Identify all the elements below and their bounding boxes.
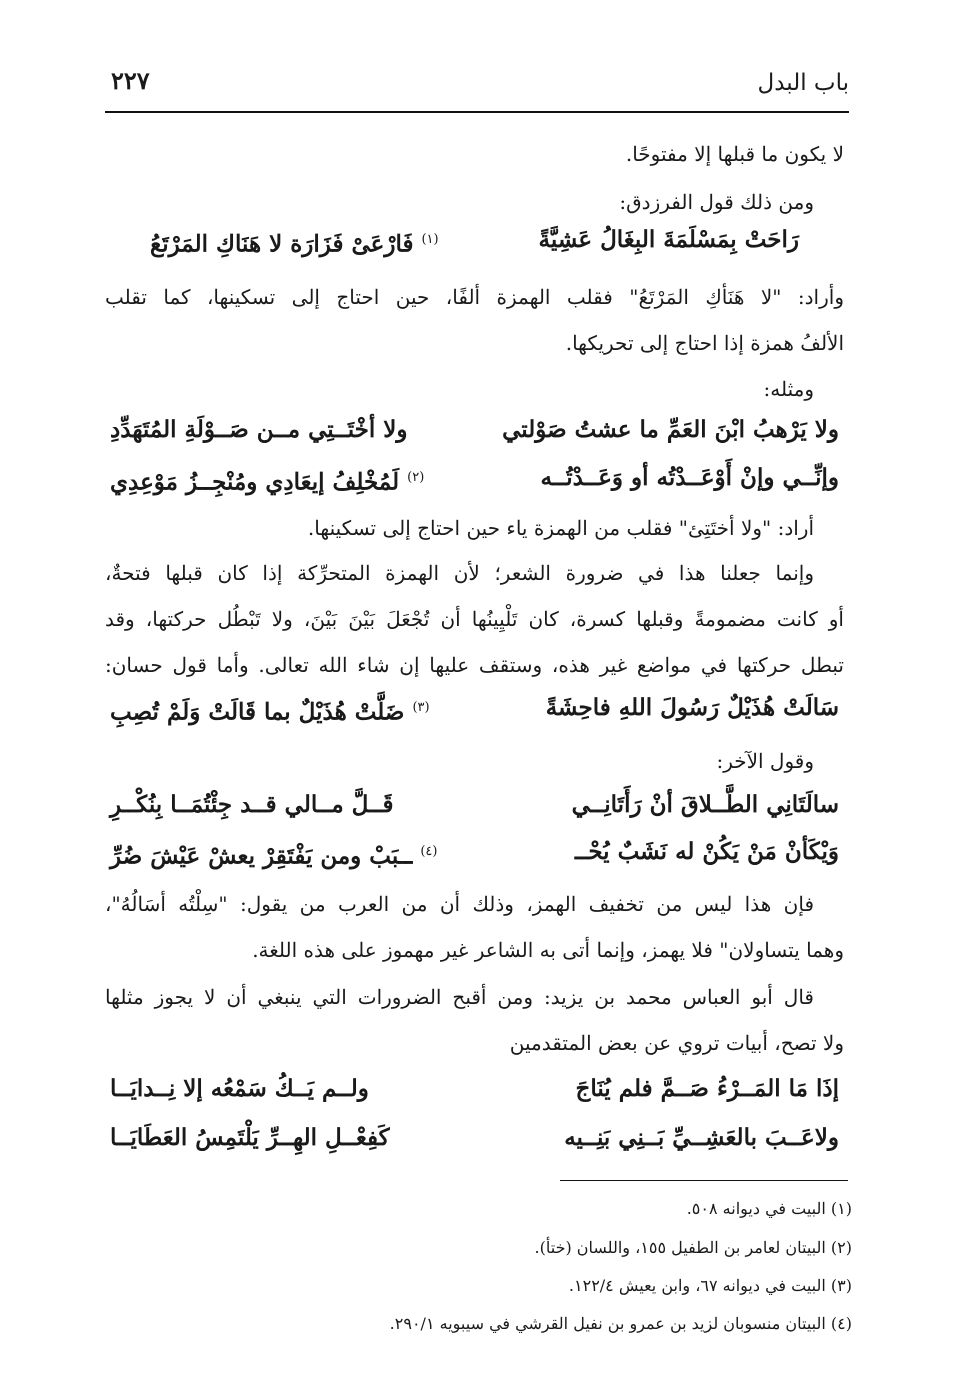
- verse-hemistich: ولا يَرْهبُ ابْنَ العَمِّ ما عشتُ صَوْلتي: [502, 416, 839, 443]
- verse-hemistich: سَالَتْ هُذَيْلٌ رَسُولَ اللهِ فاحِشَةً: [545, 694, 839, 721]
- verse-hemistich: رَاحَتْ بِمَسْلَمَةَ البِغَالُ عَشِيَّةً: [538, 226, 799, 253]
- page-number: ٢٢٧: [111, 66, 150, 95]
- verse-hemistich: وإنِّــي وإنْ أَوْعَــدْتُه أو وَعَــدْتُــه: [540, 464, 839, 491]
- text-line: أراد: "ولا أختَتِئ" فقلب من الهمزة ياء حين احتاج إلى تسكينها.: [307, 516, 814, 540]
- verse-line: [150, 223, 799, 257]
- verse-line: [110, 691, 839, 725]
- page-header: [105, 66, 849, 106]
- verse-hemistich: $^{(١)}$ فَارْعَىْ فَزَارَة لا هَنَاكِ المَرْتَعُ: [150, 230, 439, 258]
- verse-hemistich: $^{(٣)}$ ضَلَّتْ هُذَيْلٌ بما قَالَتْ وَلَمْ تُصِبِ: [110, 698, 430, 726]
- verse-line: [110, 1121, 839, 1155]
- footnote: (٤) البيتان منسوبان لزيد بن عمرو بن نفيل القرشي في سيبويه ٢٩٠/١.: [389, 1314, 852, 1333]
- verse-hemistich: $^{(٤)}$ ــبَبْ ومن يَفْتَقِرْ يعشْ عَيْشَ ضُرِّ: [110, 842, 438, 870]
- text-line: قال أبو العباس محمد بن يزيد: ومن أقبح الضرورات التي ينبغي أن لا يجوز مثلها: [105, 985, 814, 1009]
- text-line: وأراد: "لا هَنَأكِ المَرْتَعُ" فقلب الهمزة ألفًا، حين احتاج إلى تسكينها، كما تقلب: [105, 285, 844, 309]
- verse-line: [110, 788, 839, 822]
- footnote: (١) البيت في ديوانه ٥٠٨.: [686, 1199, 852, 1218]
- text-line: تبطل حركتها في مواضع غير هذه، وستقف عليها إن شاء الله تعالى. وأما قول حسان:: [105, 653, 844, 677]
- footnote-marker: (٢): [407, 470, 425, 485]
- footnote-rule: [560, 1180, 848, 1181]
- text-line: لا يكون ما قبلها إلا مفتوحًا.: [625, 142, 844, 166]
- verse-hemistich: $^{(٢)}$ لَمُخْلِفُ إيعَادِي ومُنْجِــزُ مَوْعِدِي: [110, 468, 425, 496]
- text-line: وهما يتساولان" فلا يهمز، وإنما أتى به الشاعر غير مهموز على هذه اللغة.: [252, 938, 844, 962]
- verse-line: [110, 835, 839, 869]
- verse-line: [110, 1072, 839, 1106]
- text-line: ولا تصح، أبيات تروي عن بعض المتقدمين: [509, 1031, 844, 1055]
- chapter-title: باب البدل: [757, 70, 849, 96]
- header-rule: [105, 111, 849, 113]
- footnote: (٢) البيتان لعامر بن الطفيل ١٥٥، واللسان (ختأ).: [534, 1238, 852, 1257]
- verse-line: [110, 461, 839, 495]
- text-line: أو كانت مضمومةً وقبلها كسرة، كان تَلْيِينُها أن تُجْعَلَ بَيْنَ بَيْنَ، ولا تَبْطُل حركتها، وقد: [105, 607, 844, 631]
- text-line: فإن هذا ليس من تخفيف الهمز، وذلك أن من العرب من يقول: "سِلْتُه أسَالُهُ"،: [105, 892, 814, 916]
- verse-line: [110, 413, 839, 447]
- text-line: ومثله:: [763, 377, 814, 401]
- verse-hemistich: ولاعَــبَ بالعَشِــيِّ بَــنِي بَنِــيه: [564, 1124, 839, 1151]
- text-line: وقول الآخر:: [716, 749, 814, 773]
- footnote: (٣) البيت في ديوانه ٦٧، وابن يعيش ١٢٢/٤.: [568, 1276, 852, 1295]
- text-line: ومن ذلك قول الفرزدق:: [619, 190, 814, 214]
- footnote-marker: (١): [421, 232, 439, 247]
- verse-hemistich: قَــلَّ مــالي قــد جِئْتُمَــا بِنُكْــرِ: [110, 791, 394, 818]
- text-line: الألفُ همزة إذا احتاج إلى تحريكها.: [565, 331, 844, 355]
- verse-hemistich: سالَتَانِي الطَّــلاقَ أنْ رَأَتَانِــي: [571, 791, 839, 818]
- text-line: وإنما جعلنا هذا في ضرورة الشعر؛ لأن الهمزة المتحرِّكة إذا كان قبلها فتحةٌ،: [105, 561, 814, 585]
- footnote-marker: (٤): [420, 844, 438, 859]
- verse-hemistich: كَفِعْــلِ الهِــرِّ يَلْتَمِسُ العَطَايَــا: [110, 1124, 390, 1151]
- verse-hemistich: ولــم يَــكُ سَمْعُه إلا نِــدايَــا: [110, 1075, 369, 1102]
- verse-hemistich: وَيْكَأنْ مَنْ يَكُنْ له نَشَبٌ يُحْــ: [574, 838, 839, 865]
- footnote-marker: (٣): [412, 700, 430, 715]
- verse-hemistich: ولا أخْتَــتِي مــن صَــوْلَةِ المُتَهَدِّدِ: [110, 416, 408, 443]
- verse-hemistich: إذَا مَا المَــرْءُ صَــمَّ فلم يُنَاجَ: [575, 1075, 839, 1102]
